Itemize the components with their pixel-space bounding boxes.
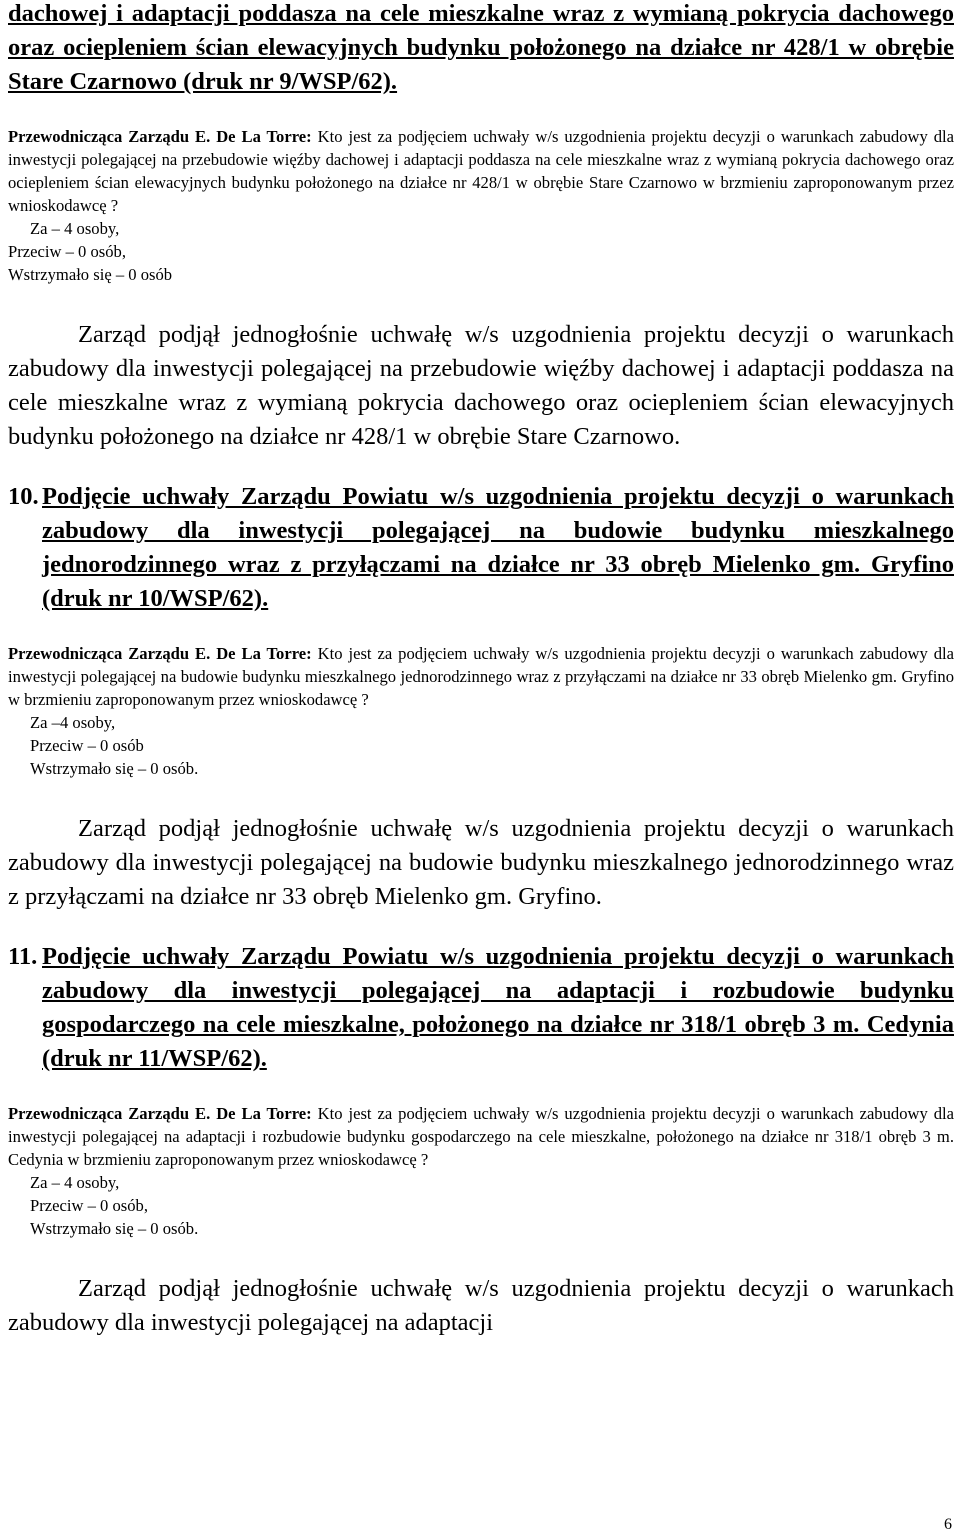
chair-question-11 — [8, 1102, 954, 1171]
resolution-10: Zarząd podjął jednogłośnie uchwałę w/s uzgodnienia projektu decyzji o warunkach zabudowy dla inwestycji polegającej na budowie budynku mieszkalnego jednorodzinnego wraz z przyłączami na działce nr 33 obręb Mielenko gm. Gryfino. — [8, 815, 954, 910]
chair-question-10 — [8, 642, 954, 711]
agenda-number: 11. — [8, 943, 38, 970]
agenda-title: Podjęcie uchwały Zarządu Powiatu w/s uzgodnienia projektu decyzji o warunkach zabudowy dla inwestycji polegającej na budowie budynku mieszkalnego jednorodzinnego wraz z przyłączami na działce nr 33 obręb Mielenko gm. Gryfino (druk nr 10/WSP/62). — [42, 483, 954, 612]
chair-question-1 — [8, 125, 954, 217]
speaker-label: Przewodnicząca Zarządu E. De La Torre: — [8, 1104, 312, 1123]
question-text: Kto jest za podjęciem uchwały w/s uzgodnienia projektu decyzji o warunkach zabudowy dla inwestycji polegającej na przebudowie więźby dachowej i adaptacji poddasza na cele mieszkalne wraz z wymianą pokrycia dachowego oraz ociepleniem ścian elewacyjnych budynku położonego na działce nr 428/1 w obrębie Stare Czarnowo w brzmieniu zaproponowanym przez wnioskodawcę ? — [8, 127, 954, 215]
vote-for: Za –4 osoby, — [30, 713, 116, 732]
document-page — [8, 0, 954, 1340]
resolution-1: Zarząd podjął jednogłośnie uchwałę w/s uzgodnienia projektu decyzji o warunkach zabudowy dla inwestycji polegającej na przebudowie więźby dachowej i adaptacji poddasza na cele mieszkalne wraz z wymianą pokrycia dachowego oraz ociepleniem ścian elewacyjnych budynku położonego na działce nr 428/1 w obrębie Stare Czarnowo. — [8, 321, 954, 450]
agenda-item-10 — [8, 480, 954, 616]
speaker-label: Przewodnicząca Zarządu E. De La Torre: — [8, 127, 312, 146]
vote-abstain: Wstrzymało się – 0 osób. — [30, 1219, 199, 1238]
vote-against: Przeciw – 0 osób, — [8, 242, 126, 261]
page-number: 6 — [944, 1516, 952, 1533]
agenda-item-11 — [8, 940, 954, 1076]
resolution-11: Zarząd podjął jednogłośnie uchwałę w/s uzgodnienia projektu decyzji o warunkach zabudowy dla inwestycji polegającej na adaptacji — [8, 1275, 954, 1336]
continued-agenda-title: dachowej i adaptacji poddasza na cele mieszkalne wraz z wymianą pokrycia dachowego oraz ociepleniem ścian elewacyjnych budynku położonego na działce nr 428/1 w obrębie Stare Czarnowo (druk nr 9/WSP/62). — [8, 0, 954, 95]
vote-abstain: Wstrzymało się – 0 osób — [8, 265, 173, 284]
agenda-title: Podjęcie uchwały Zarządu Powiatu w/s uzgodnienia projektu decyzji o warunkach zabudowy dla inwestycji polegającej na adaptacji i rozbudowie budynku gospodarczego na cele mieszkalne, położonego na działce nr 318/1 obręb 3 m. Cedynia (druk nr 11/WSP/62). — [42, 943, 954, 1072]
vote-for: Za – 4 osoby, — [30, 1173, 120, 1192]
vote-against: Przeciw – 0 osób — [30, 736, 144, 755]
question-text: Kto jest za podjęciem uchwały w/s uzgodnienia projektu decyzji o warunkach zabudowy dla inwestycji polegającej na adaptacji i rozbudowie budynku gospodarczego na cele mieszkalne, położonego na działce nr 318/1 obręb 3 m. Cedynia w brzmieniu zaproponowanym przez wnioskodawcę ? — [8, 1104, 954, 1169]
question-text: Kto jest za podjęciem uchwały w/s uzgodnienia projektu decyzji o warunkach zabudowy dla inwestycji polegającej na budowie budynku mieszkalnego jednorodzinnego wraz z przyłączami na działce nr 33 obręb Mielenko gm. Gryfino w brzmieniu zaproponowanym przez wnioskodawcę ? — [8, 644, 954, 709]
vote-against: Przeciw – 0 osób, — [30, 1196, 148, 1215]
agenda-number: 10. — [8, 483, 39, 510]
vote-for: Za – 4 osoby, — [30, 219, 120, 238]
vote-abstain: Wstrzymało się – 0 osób. — [30, 759, 199, 778]
speaker-label: Przewodnicząca Zarządu E. De La Torre: — [8, 644, 312, 663]
